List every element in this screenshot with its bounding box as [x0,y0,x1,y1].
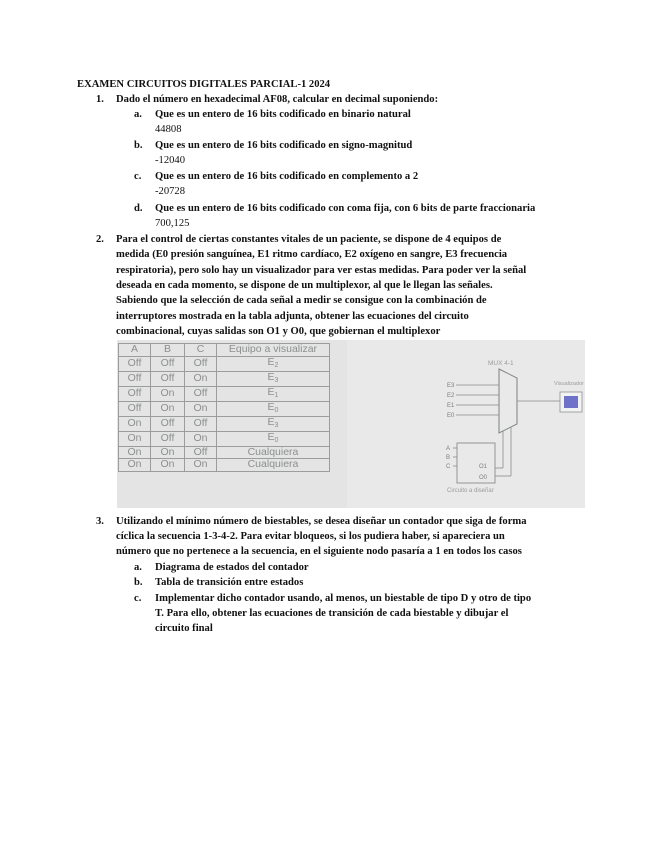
q2-line-5: Sabiendo que la selección de cada señal a medir se consigue con la combinación de [116,295,487,306]
table-cell: $E_2$ [217,356,330,371]
table-row [119,386,330,401]
table-row [119,416,330,431]
input-e2: E2 [447,393,455,399]
q1-c-text: Que es un entero de 16 bits codificado en complemento a 2 [155,171,419,182]
switch-c: C [446,464,451,470]
table-cell: On [119,416,151,431]
table-cell: $E_0$ [217,401,330,416]
table-cell: On [185,401,217,416]
table-cell: Off [151,416,185,431]
table-header: A [119,344,151,357]
q2-line-4: deseada en cada momento, se dispone de un multiplexor, al que le llegan las señales. [116,280,493,291]
q3-c-letter: c. [134,593,142,604]
input-e0: E0 [447,413,455,419]
table-row [119,459,330,472]
q2-line-1: Para el control de ciertas constantes vitales de un paciente, se dispone de 4 equipos de [116,234,502,245]
table-cell: On [119,459,151,472]
table-cell: Off [119,356,151,371]
table-cell: Off [185,416,217,431]
table-cell: On [185,431,217,446]
q1-b-letter: b. [134,140,143,151]
switch-a: A [446,446,451,452]
q1-text: Dado el número en hexadecimal AF08, calcular en decimal suponiendo: [116,94,439,105]
table-cell: Off [151,431,185,446]
page-title: EXAMEN CIRCUITOS DIGITALES PARCIAL-1 2024 [77,79,331,90]
table-row [119,356,330,371]
table-cell: On [151,459,185,472]
q1-c-letter: c. [134,171,142,182]
table-cell: $E_3$ [217,416,330,431]
q2-line-3: respiratoria), pero solo hay un visualizador para ver estas medidas. Para poder ver la señal [116,265,527,276]
table-cell: Off [151,371,185,386]
input-e1: E1 [447,403,455,409]
table-cell: Off [119,386,151,401]
table-cell: Off [185,356,217,371]
table-cell: Cualquiera [217,446,330,459]
table-header: Equipo a visualizar [217,344,330,357]
table-header: C [185,344,217,357]
q3-line-1: Utilizando el mínimo número de biestables, se desea diseñar un contador que siga de forma [116,516,527,527]
table-row [119,431,330,446]
table-cell: $E_1$ [217,386,330,401]
table-cell: $E_3$ [217,371,330,386]
table-cell: On [185,371,217,386]
table-cell: Cualquiera [217,459,330,472]
q3-c-line-1: Implementar dicho contador usando, al menos, un biestable de tipo D y otro de tipo [155,593,532,604]
input-e3: E3 [447,383,455,389]
q1-b-answer: -12040 [155,155,186,166]
table-cell: On [151,401,185,416]
q3-c-line-3: circuito final [155,623,213,634]
table-cell: On [119,446,151,459]
table-cell: Off [185,446,217,459]
q1-number: 1. [96,94,104,105]
q1-b-text: Que es un entero de 16 bits codificado en signo-magnitud [155,140,413,151]
q2-line-2: medida (E0 presión sanguínea, E1 ritmo cardíaco, E2 oxígeno en sangre, E3 frecuencia [116,249,508,260]
q3-b-text: Tabla de transición entre estados [155,577,304,588]
switch-table [118,343,330,472]
table-cell: $E_0$ [217,431,330,446]
viewer-screen [564,396,578,408]
table-cell: Off [119,401,151,416]
q1-a-answer: 44808 [155,124,182,135]
table-cell: On [119,431,151,446]
viewer-label: Visualizador [554,381,584,387]
table-row [119,446,330,459]
q3-line-2: cíclica la secuencia 1-3-4-2. Para evitar bloqueos, si los pudiera haber, si apareciera un [116,531,505,542]
output-o0: O0 [479,475,488,481]
q1-d-text: Que es un entero de 16 bits codificado con coma fija, con 6 bits de parte fraccionaria [155,203,536,214]
q1-a-text: Que es un entero de 16 bits codificado en binario natural [155,109,411,120]
table-cell: Off [151,356,185,371]
table-row [119,401,330,416]
table-cell: On [185,459,217,472]
q3-line-3: número que no pertenece a la secuencia, en el siguiente nodo pasaría a 1 en todos los casos [116,546,522,557]
q1-a-letter: a. [134,109,142,120]
circuit-label: Circuito a diseñar [447,488,494,494]
q3-b-letter: b. [134,577,143,588]
q3-c-line-2: T. Para ello, obtener las ecuaciones de transición de cada biestable y dibujar el [155,608,509,619]
switch-b: B [446,455,451,461]
output-o1: O1 [479,464,488,470]
q3-a-letter: a. [134,562,142,573]
table-header-row [119,344,330,357]
q3-a-text: Diagrama de estados del contador [155,562,309,573]
q2-number: 2. [96,234,104,245]
table-cell: Off [119,371,151,386]
q1-d-answer: 700,125 [155,218,190,229]
q2-line-7: combinacional, cuyas salidas son O1 y O0, que gobiernan el multiplexor [116,326,441,337]
table-header: B [151,344,185,357]
table-cell: On [151,446,185,459]
q3-number: 3. [96,516,104,527]
q1-c-answer: -20728 [155,186,186,197]
table-cell: Off [185,386,217,401]
table-row [119,371,330,386]
q2-line-6: interruptores mostrada en la tabla adjunta, obtener las ecuaciones del circuito [116,311,469,322]
table-cell: On [151,386,185,401]
q1-d-letter: d. [134,203,143,214]
mux-label: MUX 4-1 [488,360,514,367]
